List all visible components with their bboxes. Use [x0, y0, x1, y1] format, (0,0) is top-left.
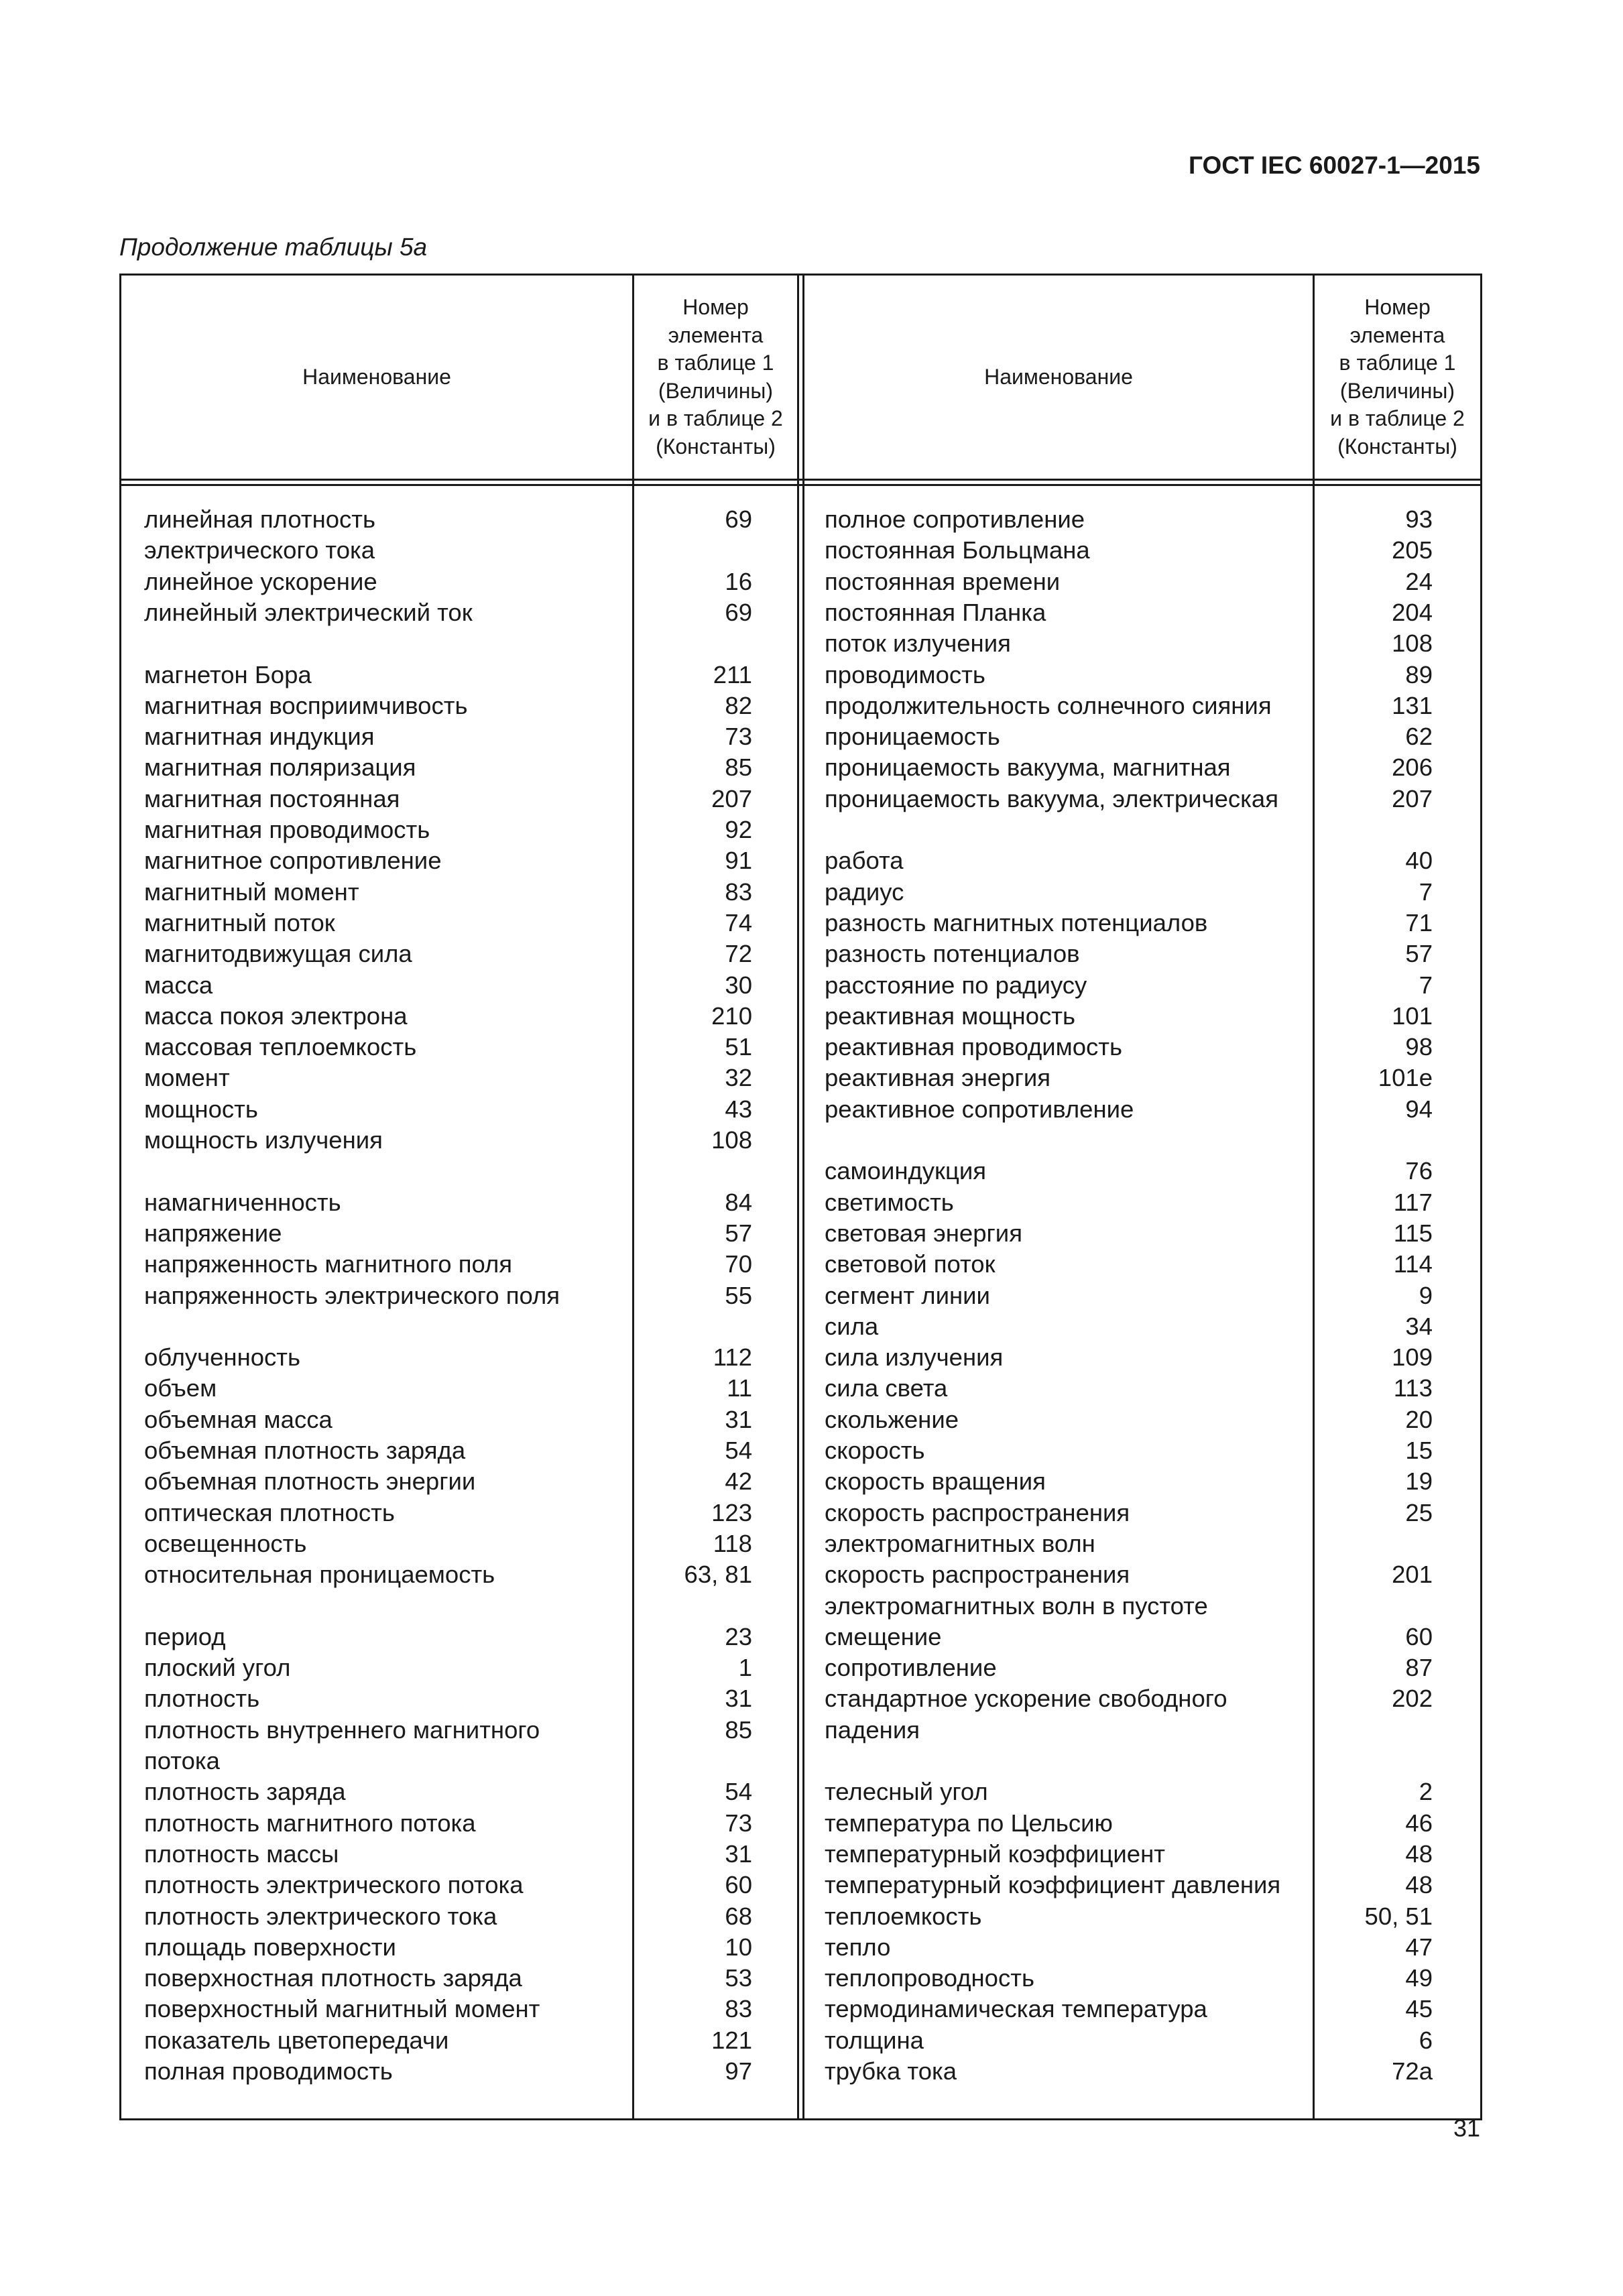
table-row-number: 20	[1405, 1405, 1433, 1433]
table-bottom-border	[119, 2118, 1482, 2120]
table-row-name: сила излучения	[825, 1343, 1004, 1372]
header-name-left: Наименование	[302, 364, 451, 389]
table-row-number: 205	[1392, 536, 1433, 564]
table-row-number: 7	[1419, 878, 1433, 906]
table-row-number: 114	[1393, 1250, 1433, 1278]
table-row-number: 123	[711, 1498, 752, 1526]
table-header-divider	[119, 479, 1482, 481]
table-row-number: 87	[1405, 1654, 1433, 1682]
table-row-number	[640, 1311, 752, 1342]
document-code: ГОСТ IEC 60027-1—2015	[1188, 152, 1480, 179]
table-row-number: 31	[725, 1405, 752, 1433]
table-row-number: 83	[725, 1995, 752, 2023]
table-row-number: 19	[1405, 1467, 1433, 1496]
table-row-name: напряженность электрического поля	[144, 1281, 560, 1309]
table-row-number: 115	[1393, 1219, 1433, 1247]
table-row-number: 49	[1405, 1964, 1433, 1992]
table-row-name: магнитная постоянная	[144, 784, 400, 812]
table-row-name: телесный угол	[825, 1778, 988, 1806]
table-row-number: 48	[1405, 1839, 1433, 1868]
table-row-number: 210	[711, 1002, 752, 1030]
table-row-name: момент	[144, 1064, 230, 1092]
table-row-number: 101	[1392, 1002, 1433, 1030]
table-row-name: световая энергия	[825, 1219, 1022, 1247]
table-row-number: 1	[738, 1654, 752, 1682]
table-row-name: электромагнитных волн	[825, 1529, 1095, 1557]
table-row-number: 112	[713, 1343, 752, 1372]
table-row-number: 40	[1405, 847, 1433, 875]
table-row-name: разность магнитных потенциалов	[825, 908, 1208, 936]
table-row-number: 98	[1405, 1033, 1433, 1061]
table-row-number: 51	[725, 1033, 752, 1061]
table-caption: Продолжение таблицы 5а	[119, 233, 428, 261]
table-row-name	[825, 814, 1313, 845]
table-row-number: 60	[725, 1871, 752, 1899]
table-row-number: 117	[1393, 1188, 1433, 1216]
table-row-name: теплоемкость	[825, 1902, 982, 1930]
table-row-number: 202	[1392, 1685, 1433, 1713]
table-row-name: облученность	[144, 1343, 301, 1372]
table-row-name	[144, 1591, 627, 1622]
table-row-number: 11	[727, 1374, 752, 1402]
table-row-number: 31	[725, 1839, 752, 1868]
table-row-name: трубка тока	[825, 2057, 957, 2085]
table-row-name: линейный электрический ток	[144, 598, 473, 626]
table-row-number	[640, 535, 752, 566]
table-row-number: 89	[1405, 660, 1433, 688]
table-row-number: 46	[1405, 1809, 1433, 1837]
table-row-name	[144, 1311, 627, 1342]
table-row-name: сила света	[825, 1374, 948, 1402]
table-row-number: 70	[725, 1250, 752, 1278]
table-row-name: объемная плотность заряда	[144, 1437, 466, 1464]
table-row-name: объемная плотность энергии	[144, 1467, 476, 1496]
table-row-number	[1321, 1125, 1433, 1156]
table-row-name: температурный коэффициент давления	[825, 1871, 1281, 1899]
table-row-number: 72	[725, 940, 752, 968]
table-row-name: оптическая плотность	[144, 1498, 395, 1526]
table-row-number: 9	[1419, 1281, 1433, 1309]
table-row-name: потока	[144, 1747, 220, 1774]
table-row-number: 16	[725, 567, 752, 595]
table-row-name	[144, 628, 627, 659]
table-row-name: напряжение	[144, 1219, 282, 1247]
table-row-name: стандартное ускорение свободного	[825, 1685, 1227, 1713]
table-row-number: 62	[1405, 723, 1433, 751]
table-row-number: 63, 81	[684, 1561, 752, 1589]
table-row-number: 55	[725, 1281, 752, 1309]
table-row-number: 204	[1392, 598, 1433, 626]
table-row-number: 43	[725, 1095, 752, 1123]
table-row-name: магнитный поток	[144, 908, 335, 936]
table-row-name: теплопроводность	[825, 1964, 1034, 1992]
table-row-number: 108	[1392, 629, 1433, 658]
table-row-name: скорость	[825, 1437, 925, 1464]
table-row-number: 131	[1392, 691, 1433, 719]
table-row-number: 73	[725, 723, 752, 751]
table-row-name: падения	[825, 1715, 920, 1744]
table-row-name: реактивное сопротивление	[825, 1095, 1134, 1123]
table-row-number: 93	[1405, 505, 1433, 533]
table-row-name: линейная плотность	[144, 505, 376, 533]
table-column-divider-left	[632, 274, 634, 2120]
table-row-number: 118	[713, 1529, 752, 1557]
table-row-name: проводимость	[825, 660, 985, 688]
table-row-number: 15	[1405, 1437, 1433, 1464]
table-row-name: плотность внутреннего магнитного	[144, 1715, 540, 1744]
table-row-name: полная проводимость	[144, 2057, 393, 2085]
table-row-number: 207	[1392, 784, 1433, 812]
table-row-number: 85	[725, 753, 752, 782]
header-number-left: Номер элемента в таблице 1 (Величины) и в таблице 2 (Константы)	[648, 295, 783, 459]
table-row-name: поток излучения	[825, 629, 1011, 658]
table-row-number: 60	[1405, 1622, 1433, 1650]
table-row-number: 24	[1405, 567, 1433, 595]
table-row-number: 211	[713, 660, 752, 688]
table-row-number: 201	[1392, 1561, 1433, 1589]
table-row-number: 7	[1419, 971, 1433, 999]
table-right-border	[1480, 274, 1482, 2120]
table-row-number: 121	[711, 2026, 752, 2054]
table-row-number: 101е	[1378, 1064, 1433, 1092]
table-row-name: самоиндукция	[825, 1157, 987, 1185]
table-row-name: термодинамическая температура	[825, 1995, 1207, 2023]
table-row-name: сегмент линии	[825, 1281, 990, 1309]
table-row-name: разность потенциалов	[825, 940, 1080, 968]
table-middle-divider-b	[802, 274, 804, 2120]
table-row-number	[640, 1746, 752, 1776]
table-row-number: 83	[725, 878, 752, 906]
header-number-right: Номер элемента в таблице 1 (Величины) и в таблице 2 (Константы)	[1330, 295, 1465, 459]
table-row-number: 68	[725, 1902, 752, 1930]
table-row-name: сила	[825, 1312, 879, 1340]
table-row-name: мощность	[144, 1095, 258, 1123]
table-row-name: магнитное сопротивление	[144, 847, 442, 875]
table-row-name: поверхностная плотность заряда	[144, 1964, 522, 1992]
table-row-name: относительная проницаемость	[144, 1561, 495, 1589]
table-row-number	[1321, 1528, 1433, 1559]
table-row-name: масса	[144, 971, 213, 999]
table-row-number: 91	[725, 847, 752, 875]
table-row-number: 54	[725, 1778, 752, 1806]
table-row-name: площадь поверхности	[144, 1933, 396, 1961]
table-row-name: показатель цветопередачи	[144, 2026, 449, 2054]
table-row-number	[1321, 1715, 1433, 1746]
table-row-number: 34	[1405, 1312, 1433, 1340]
table-row-name: скорость вращения	[825, 1467, 1046, 1496]
table-row-name: тепло	[825, 1933, 891, 1961]
table-row-name: плотность заряда	[144, 1778, 346, 1806]
table-row-name: плоский угол	[144, 1654, 291, 1682]
table-row-name: магнитная поляризация	[144, 753, 416, 782]
table-row-number: 54	[725, 1437, 752, 1464]
table-row-name: работа	[825, 847, 904, 875]
table-row-number: 69	[725, 505, 752, 533]
table-row-name: реактивная проводимость	[825, 1033, 1123, 1061]
table-row-name: световой поток	[825, 1250, 996, 1278]
table-row-number	[1321, 814, 1433, 845]
table-row-number: 71	[1405, 908, 1433, 936]
table-row-number: 69	[725, 598, 752, 626]
table-row-name: мощность излучения	[144, 1126, 383, 1154]
table-row-number: 45	[1405, 1995, 1433, 2023]
table-row-name: поверхностный магнитный момент	[144, 1995, 540, 2023]
table-row-number: 92	[725, 816, 752, 843]
table-row-number: 207	[711, 784, 752, 812]
table-row-name: массовая теплоемкость	[144, 1033, 417, 1061]
table-row-name: реактивная энергия	[825, 1064, 1050, 1092]
table-row-name: сопротивление	[825, 1654, 997, 1682]
table-row-number: 32	[725, 1064, 752, 1092]
table-row-name: постоянная Планка	[825, 598, 1046, 626]
table-row-number: 2	[1419, 1778, 1433, 1806]
table-row-name	[144, 1156, 627, 1187]
table-row-name: температурный коэффициент	[825, 1839, 1165, 1868]
table-row-number: 53	[725, 1964, 752, 1992]
table-row-number: 73	[725, 1809, 752, 1837]
table-row-number	[640, 1156, 752, 1187]
table-row-name: радиус	[825, 878, 904, 906]
table-row-name: электромагнитных волн в пустоте	[825, 1591, 1208, 1620]
table-row-number: 30	[725, 971, 752, 999]
table-row-name: магнитная проводимость	[144, 816, 430, 843]
table-row-number: 72а	[1392, 2057, 1433, 2085]
table-row-number: 25	[1405, 1498, 1433, 1526]
table-row-name: светимость	[825, 1188, 954, 1216]
table-row-number: 113	[1393, 1374, 1433, 1402]
page-number: 31	[1453, 2114, 1480, 2142]
table-row-name: полное сопротивление	[825, 505, 1085, 533]
table-row-name: плотность электрического потока	[144, 1871, 524, 1899]
table-row-name: толщина	[825, 2026, 924, 2054]
table-row-name: магнитная индукция	[144, 723, 375, 751]
table-row-number: 31	[725, 1685, 752, 1713]
table-row-number	[640, 628, 752, 659]
table-row-name: плотность магнитного потока	[144, 1809, 476, 1837]
table-row-name: скорость распространения	[825, 1498, 1130, 1526]
table-row-name: линейное ускорение	[144, 567, 377, 595]
table-row-number: 42	[725, 1467, 752, 1496]
table-row-name: температура по Цельсию	[825, 1809, 1113, 1837]
table-row-name	[825, 1125, 1313, 1156]
table-row-number: 108	[711, 1126, 752, 1154]
table-row-name: смещение	[825, 1622, 942, 1650]
table-row-name: проницаемость вакуума, электрическая	[825, 784, 1278, 812]
table-row-name: магнитодвижущая сила	[144, 940, 412, 968]
table-row-number: 47	[1405, 1933, 1433, 1961]
table-row-name: продолжительность солнечного сияния	[825, 691, 1272, 719]
table-column-divider-right	[1313, 274, 1315, 2120]
table-row-name: реактивная мощность	[825, 1002, 1076, 1030]
table-row-name: период	[144, 1622, 226, 1650]
table-header-divider-2	[119, 484, 1482, 486]
table-row-name: магнетон Бора	[144, 660, 312, 688]
table-row-name: намагниченность	[144, 1188, 341, 1216]
table-row-name: магнитная восприимчивость	[144, 691, 468, 719]
table-row-name: скольжение	[825, 1405, 959, 1433]
table-row-name: масса покоя электрона	[144, 1002, 408, 1030]
table-row-name: объем	[144, 1374, 217, 1402]
table-row-number: 50, 51	[1364, 1902, 1433, 1930]
table-row-name: проницаемость	[825, 723, 1000, 751]
table-row-name: постоянная времени	[825, 567, 1061, 595]
table-row-number: 23	[725, 1622, 752, 1650]
table-row-name	[825, 1746, 1313, 1776]
table-row-number	[1321, 1591, 1433, 1622]
table-row-name: объемная масса	[144, 1405, 333, 1433]
table-left-border	[119, 274, 121, 2120]
table-row-name: напряженность магнитного поля	[144, 1250, 513, 1278]
table-row-number: 109	[1392, 1343, 1433, 1372]
table-row-number	[1321, 1746, 1433, 1776]
table-middle-divider-a	[797, 274, 799, 2120]
table-row-name: магнитный момент	[144, 878, 359, 906]
table-row-name: проницаемость вакуума, магнитная	[825, 753, 1231, 782]
table-row-number: 97	[725, 2057, 752, 2085]
table-row-number: 10	[725, 1933, 752, 1961]
table-row-number: 6	[1419, 2026, 1433, 2054]
table-row-number: 57	[725, 1219, 752, 1247]
table-row-number: 57	[1405, 940, 1433, 968]
table-row-number: 48	[1405, 1871, 1433, 1899]
table-row-number: 76	[1405, 1157, 1433, 1185]
header-name-right: Наименование	[984, 364, 1133, 389]
table-row-number: 206	[1392, 753, 1433, 782]
table-row-number: 84	[725, 1188, 752, 1216]
table-row-name: плотность	[144, 1685, 260, 1713]
table-row-name: расстояние по радиусу	[825, 971, 1087, 999]
table-row-name: освещенность	[144, 1529, 307, 1557]
table-row-name: плотность электрического тока	[144, 1902, 497, 1930]
table-row-name: плотность массы	[144, 1839, 339, 1868]
table-row-name: постоянная Больцмана	[825, 536, 1090, 564]
table-row-number: 85	[725, 1715, 752, 1744]
table-row-name: электрического тока	[144, 536, 375, 564]
table-row-name: скорость распространения	[825, 1561, 1130, 1589]
table-row-number: 74	[725, 908, 752, 936]
table-row-number: 94	[1405, 1095, 1433, 1123]
table-row-number	[640, 1591, 752, 1622]
table-row-number: 82	[725, 691, 752, 719]
